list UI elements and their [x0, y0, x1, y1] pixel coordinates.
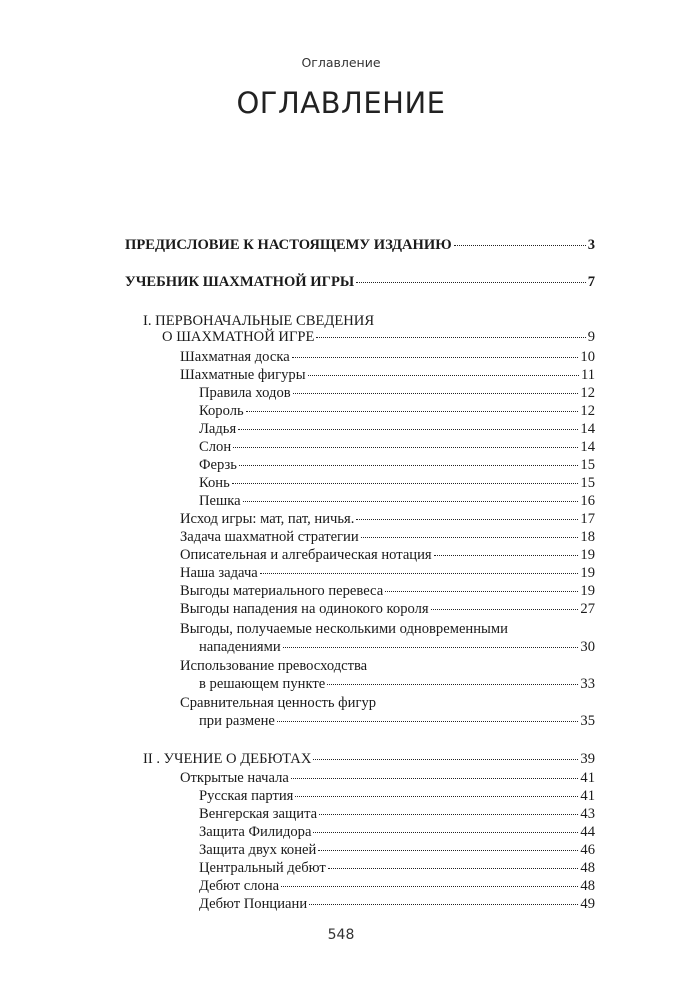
- toc-entry-label: Задача шахматной стратегии: [180, 529, 359, 545]
- toc-entry-page: 14: [580, 421, 595, 437]
- toc-entry[interactable]: [180, 770, 595, 787]
- toc-entry-page: 15: [580, 475, 595, 491]
- toc-entry-preface[interactable]: [125, 237, 595, 254]
- toc-entry-page: 30: [580, 639, 595, 655]
- toc-entry-part2[interactable]: [143, 751, 595, 768]
- toc-entry[interactable]: [199, 457, 595, 474]
- toc-leader-dots: [238, 429, 578, 430]
- toc-entry[interactable]: [199, 421, 595, 438]
- toc-leader-dots: [292, 357, 579, 358]
- toc-entry[interactable]: [199, 493, 595, 510]
- toc-leader-dots: [260, 573, 579, 574]
- running-header: Оглавление: [301, 55, 381, 70]
- toc-entry[interactable]: [199, 639, 595, 656]
- toc-entry-label: Слон: [199, 439, 232, 455]
- toc-leader-dots: [328, 868, 579, 869]
- toc-entry-label: Выгоды нападения на одинокого короля: [180, 601, 429, 617]
- toc-entry-page: 12: [580, 385, 595, 401]
- toc-leader-dots: [233, 447, 578, 448]
- toc-leader-dots: [316, 337, 585, 338]
- toc-entry[interactable]: [199, 842, 595, 859]
- toc-entry-label: Шахматные фигуры: [180, 367, 306, 383]
- toc-entry-page: 19: [580, 583, 595, 599]
- toc-leader-dots: [246, 411, 579, 412]
- toc-entry-part1[interactable]: [162, 329, 595, 346]
- toc-entry[interactable]: [180, 583, 595, 600]
- toc-entry-label: в решающем пункте: [199, 676, 326, 692]
- toc-entry-label: Пешка: [199, 493, 241, 509]
- toc-entry-label: Ладья: [199, 421, 237, 437]
- toc-entry-label: нападениями: [199, 639, 281, 655]
- page-title: ОГЛАВЛЕНИЕ: [236, 86, 446, 120]
- toc-leader-dots: [361, 537, 579, 538]
- toc-leader-dots: [239, 465, 579, 466]
- toc-entry-line1: Использование превосходства: [180, 658, 368, 674]
- toc-entry[interactable]: [180, 511, 595, 528]
- toc-entry-page: 7: [587, 274, 595, 290]
- toc-entry[interactable]: [180, 367, 595, 384]
- toc-leader-dots: [356, 519, 578, 520]
- page-number: 548: [327, 927, 355, 943]
- toc-entry-label: Описательная и алгебраическая нотация: [180, 547, 432, 563]
- toc-leader-dots: [434, 555, 579, 556]
- toc-entry-page: 11: [580, 367, 595, 383]
- toc-entry-label: Дебют слона: [199, 878, 280, 894]
- toc-entry-page: 27: [580, 601, 595, 617]
- toc-entry-label: при размене: [199, 713, 275, 729]
- toc-leader-dots: [283, 647, 579, 648]
- toc-entry-label: О ШАХМАТНОЙ ИГРЕ: [162, 329, 315, 345]
- toc-entry-line1: Сравнительная ценность фигур: [180, 695, 377, 711]
- toc-entry-label: Ферзь: [199, 457, 237, 473]
- toc-leader-dots: [356, 282, 586, 283]
- toc-entry-textbook[interactable]: [125, 274, 595, 291]
- toc-entry-page: 48: [580, 860, 595, 876]
- toc-entry[interactable]: [199, 806, 595, 823]
- toc-entry-page: 17: [580, 511, 595, 527]
- toc-leader-dots: [431, 609, 579, 610]
- toc-entry[interactable]: [199, 878, 595, 895]
- toc-entry-label: Правила ходов: [199, 385, 291, 401]
- toc-entry-label: Дебют Понциани: [199, 896, 308, 912]
- toc-entry-page: 10: [580, 349, 595, 365]
- toc-entry[interactable]: [199, 824, 595, 841]
- toc-entry-label: Конь: [199, 475, 230, 491]
- toc-entry-label: Исход игры: мат, пат, ничья.: [180, 511, 355, 527]
- toc-leader-dots: [295, 796, 578, 797]
- part1-title-line1: I. ПЕРВОНАЧАЛЬНЫЕ СВЕДЕНИЯ: [143, 313, 375, 329]
- toc-leader-dots: [319, 814, 578, 815]
- toc-leader-dots: [281, 886, 578, 887]
- toc-entry[interactable]: [199, 896, 595, 913]
- toc-entry-page: 12: [580, 403, 595, 419]
- toc-entry-page: 39: [580, 751, 595, 767]
- toc-leader-dots: [277, 721, 579, 722]
- toc-entry[interactable]: [199, 475, 595, 492]
- toc-entry[interactable]: [199, 439, 595, 456]
- toc-entry-page: 41: [580, 770, 595, 786]
- toc-entry-label: Русская партия: [199, 788, 294, 804]
- toc-entry-label: Выгоды материального перевеса: [180, 583, 384, 599]
- toc-leader-dots: [293, 393, 579, 394]
- toc-leader-dots: [454, 245, 586, 246]
- toc-entry-label: Защита Филидора: [199, 824, 312, 840]
- toc-entry-label: Центральный дебют: [199, 860, 326, 876]
- toc-entry[interactable]: [199, 713, 595, 730]
- toc-entry-page: 44: [580, 824, 595, 840]
- toc-leader-dots: [327, 684, 578, 685]
- toc-entry-page: 16: [580, 493, 595, 509]
- toc-entry-page: 35: [580, 713, 595, 729]
- toc-entry-page: 43: [580, 806, 595, 822]
- toc-entry-label: Король: [199, 403, 244, 419]
- toc-entry-page: 19: [580, 565, 595, 581]
- toc-entry-page: 19: [580, 547, 595, 563]
- toc-leader-dots: [309, 904, 578, 905]
- toc-entry[interactable]: [180, 529, 595, 546]
- toc-entry[interactable]: [180, 349, 595, 366]
- toc-entry[interactable]: [199, 403, 595, 420]
- toc-leader-dots: [313, 832, 578, 833]
- toc-entry-page: 49: [580, 896, 595, 912]
- toc-entry-label: Открытые начала: [180, 770, 289, 786]
- toc-entry-label: Венгерская защита: [199, 806, 318, 822]
- toc-entry[interactable]: [199, 788, 595, 805]
- toc-entry-page: 48: [580, 878, 595, 894]
- toc-entry-label: Защита двух коней: [199, 842, 317, 858]
- toc-leader-dots: [308, 375, 579, 376]
- toc-entry-page: 46: [580, 842, 595, 858]
- toc-leader-dots: [291, 778, 579, 779]
- toc-entry-label: ПРЕДИСЛОВИЕ К НАСТОЯЩЕМУ ИЗДАНИЮ: [125, 237, 452, 253]
- toc-leader-dots: [318, 850, 578, 851]
- toc-entry-page: 15: [580, 457, 595, 473]
- toc-entry-page: 3: [587, 237, 595, 253]
- toc-entry[interactable]: [180, 547, 595, 564]
- toc-entry-page: 9: [587, 329, 595, 345]
- toc-entry-label: Наша задача: [180, 565, 258, 581]
- toc-entry-label: II . УЧЕНИЕ О ДЕБЮТАХ: [143, 751, 312, 767]
- toc-entry-line1: Выгоды, получаемые несколькими одновременными: [180, 621, 508, 637]
- toc-entry[interactable]: [199, 860, 595, 877]
- toc-entry-page: 14: [580, 439, 595, 455]
- toc-entry-label: УЧЕБНИК ШАХМАТНОЙ ИГРЫ: [125, 274, 355, 290]
- toc-entry-page: 18: [580, 529, 595, 545]
- toc-entry[interactable]: [180, 601, 595, 618]
- toc-leader-dots: [232, 483, 579, 484]
- toc-leader-dots: [385, 591, 578, 592]
- toc-leader-dots: [243, 501, 579, 502]
- toc-entry-page: 33: [580, 676, 595, 692]
- toc-entry[interactable]: [199, 676, 595, 693]
- toc-leader-dots: [313, 759, 578, 760]
- toc-entry[interactable]: [199, 385, 595, 402]
- toc-entry[interactable]: [180, 565, 595, 582]
- toc-entry-page: 41: [580, 788, 595, 804]
- toc-entry-label: Шахматная доска: [180, 349, 290, 365]
